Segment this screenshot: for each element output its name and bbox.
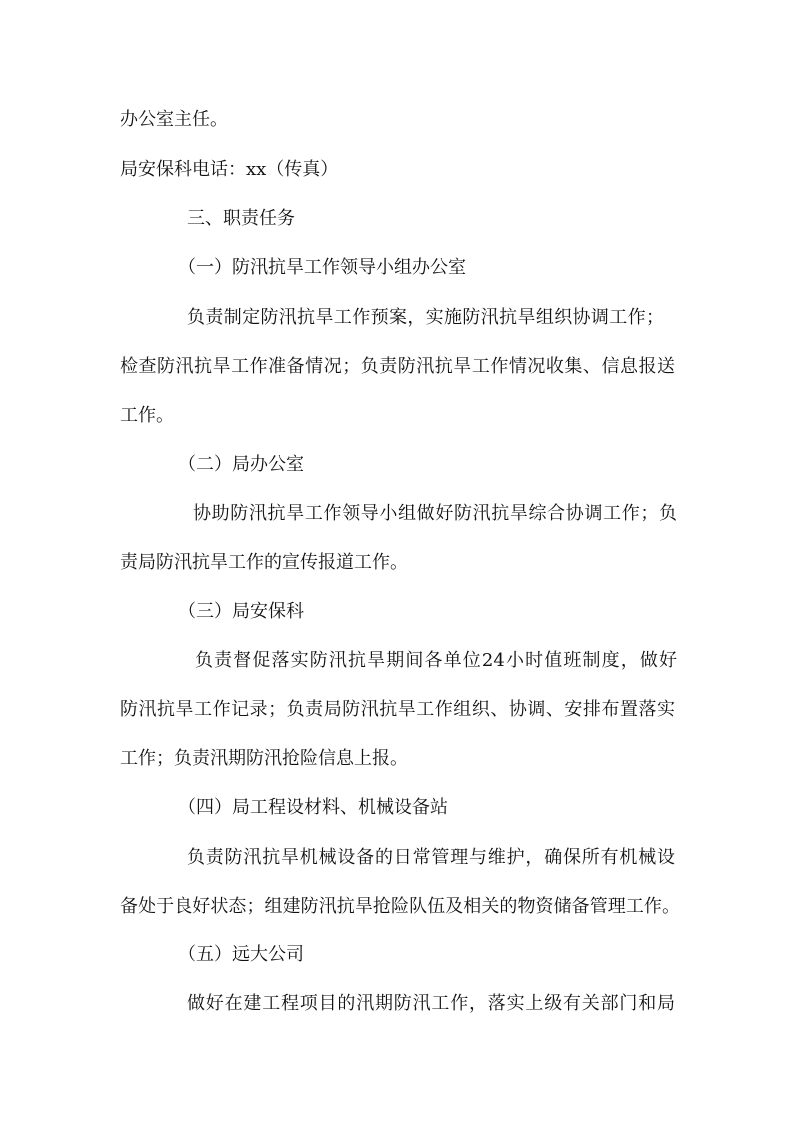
subsection-heading: （四）局工程设材料、机械设备站: [178, 797, 448, 818]
text-line: 检查防汛抗旱工作准备情况；负责防汛抗旱工作情况收集、信息报送: [120, 356, 675, 377]
text-line: 备处于良好状态；组建防汛抗旱抢险队伍及相关的物资储备管理工作。: [120, 896, 680, 917]
text-line: 工作；负责汛期防汛抢险信息上报。: [120, 748, 408, 769]
text-line: 责局防汛抗旱工作的宣传报道工作。: [120, 552, 408, 573]
text-line: 防汛抗旱工作记录；负责局防汛抗旱工作组织、协调、安排布置落实: [120, 699, 675, 720]
text-line: 负责防汛抗旱机械设备的日常管理与维护，确保所有机械设: [187, 847, 675, 868]
text-line: 做好在建工程项目的汛期防汛工作，落实上级有关部门和局: [187, 993, 675, 1014]
text-line: 工作。: [120, 405, 174, 426]
subsection-heading: （五）远大公司: [178, 944, 304, 965]
text-line: 协助防汛抗旱工作领导小组做好防汛抗旱综合协调工作；负: [193, 503, 677, 524]
subsection-heading: （二）局办公室: [178, 454, 304, 475]
section-heading: 三、职责任务: [187, 208, 295, 229]
text-line: 局安保科电话：xx（传真）: [120, 159, 339, 180]
subsection-heading: （一）防汛抗旱工作领导小组办公室: [178, 257, 466, 278]
subsection-heading: （三）局安保科: [178, 601, 304, 622]
text-line: 负责制定防汛抗旱工作预案，实施防汛抗旱组织协调工作；: [187, 307, 664, 328]
text-line: 办公室主任。: [120, 109, 228, 130]
text-line: 负责督促落实防汛抗旱期间各单位24小时值班制度，做好: [195, 650, 677, 671]
